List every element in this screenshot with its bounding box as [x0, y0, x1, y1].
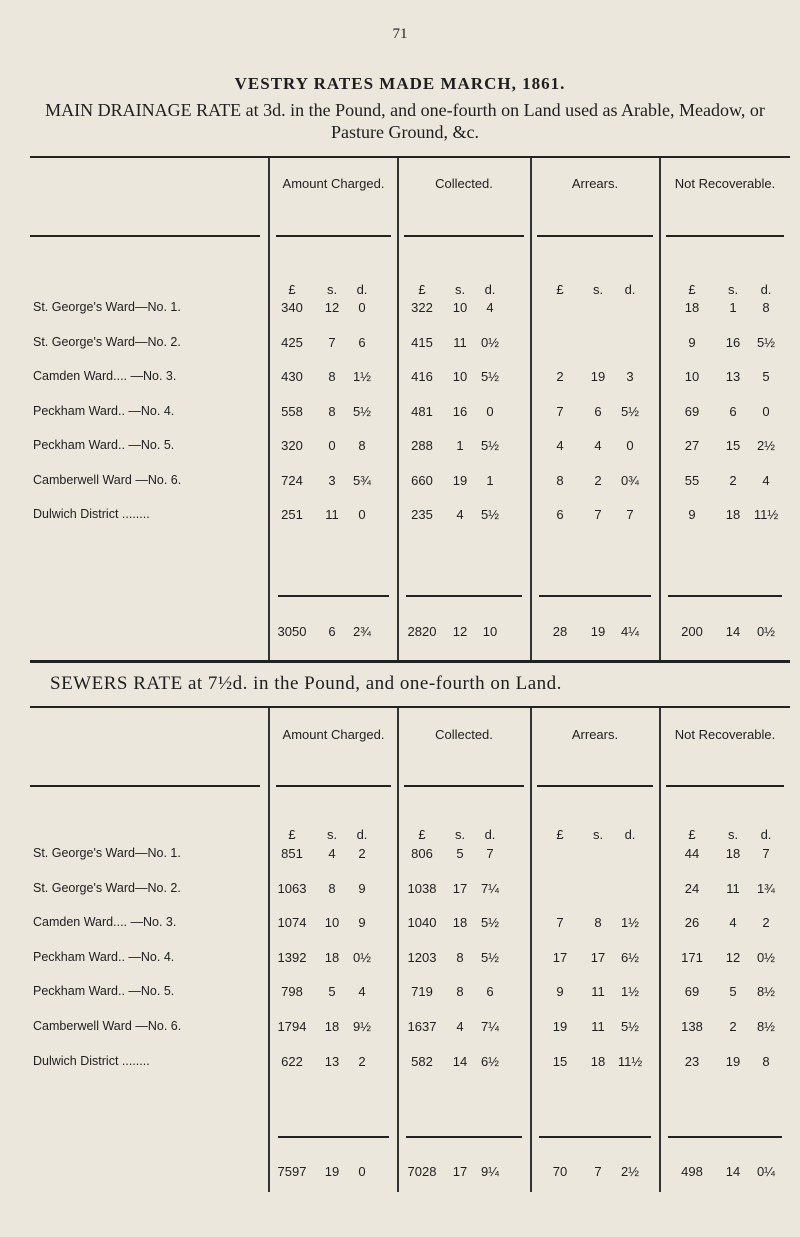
cell-collected: 415: [411, 334, 433, 350]
cell-charged: 1794: [277, 1019, 307, 1034]
unit-label: s.: [727, 827, 739, 842]
cell-arrears: 1½: [620, 984, 640, 1000]
header-underline: [404, 785, 524, 787]
cell-charged: 10: [324, 915, 340, 931]
cell-notrec: 5: [762, 369, 770, 384]
cell-charged: 11: [325, 507, 339, 522]
row-label: Peckham Ward.. —No. 5.: [33, 984, 175, 999]
cell-arrears: 17: [552, 949, 568, 965]
cell-notrec: 69: [684, 984, 700, 1000]
total-arrears: 2½: [620, 1164, 640, 1179]
cell-charged: 340: [281, 300, 303, 315]
total-collected: 9¼: [480, 1164, 500, 1179]
cell-arrears: 6½: [620, 949, 640, 965]
cell-notrec: 12: [725, 949, 741, 965]
cell-notrec: 5: [729, 984, 737, 1000]
cell-collected: 5½: [480, 369, 500, 384]
cell-charged: 0: [358, 507, 366, 522]
column-header-notrec: Not Recoverable.: [674, 176, 776, 191]
column-divider: [659, 158, 661, 662]
total-arrears: 19: [590, 624, 606, 639]
cell-arrears: 6: [556, 507, 564, 522]
cell-collected: 6½: [480, 1053, 500, 1069]
cell-notrec: 138: [681, 1019, 703, 1034]
cell-notrec: 19: [725, 1053, 741, 1069]
total-arrears: 4¼: [620, 624, 640, 639]
total-notrec: 200: [681, 624, 703, 639]
cell-charged: 622: [281, 1053, 303, 1069]
total-collected: 7028: [407, 1164, 437, 1179]
cell-arrears: 8: [594, 915, 602, 931]
cell-collected: 582: [411, 1053, 433, 1069]
cell-notrec: 8½: [756, 984, 776, 1000]
sewers-heading: SEWERS RATE at 7½d. in the Pound, and one-fourth on Land.: [50, 673, 562, 694]
total-rule: [278, 595, 389, 597]
cell-arrears: 6: [594, 403, 602, 419]
cell-collected: 806: [411, 846, 433, 861]
cell-collected: 416: [411, 369, 433, 384]
cell-arrears: 17: [590, 949, 606, 965]
header-underline: [537, 785, 653, 787]
cell-charged: 1074: [277, 915, 307, 931]
row-label: Peckham Ward.. —No. 4.: [33, 403, 175, 418]
unit-label: d.: [484, 282, 496, 297]
cell-charged: 5¾: [352, 472, 372, 488]
cell-notrec: 0½: [756, 949, 776, 965]
cell-collected: 10: [452, 369, 468, 384]
total-collected: 12: [452, 624, 468, 639]
cell-charged: 4: [358, 984, 366, 1000]
cell-notrec: 10: [684, 369, 700, 384]
cell-charged: 8: [328, 369, 336, 384]
cell-arrears: 2: [556, 369, 564, 384]
cell-collected: 7¼: [480, 1019, 500, 1034]
total-arrears: 7: [594, 1164, 602, 1179]
cell-notrec: 2: [729, 472, 737, 488]
cell-charged: 2: [358, 1053, 366, 1069]
cell-charged: 9½: [352, 1019, 372, 1034]
cell-charged: 18: [324, 949, 340, 965]
cell-charged: 13: [324, 1053, 340, 1069]
unit-label: s.: [326, 827, 338, 842]
cell-arrears: 8: [556, 472, 564, 488]
total-charged: 0: [358, 1164, 366, 1179]
cell-charged: 798: [281, 984, 303, 1000]
cell-charged: 5: [328, 984, 336, 1000]
cell-charged: 425: [281, 334, 303, 350]
row-label: St. George's Ward—No. 2.: [33, 334, 181, 349]
cell-charged: 8: [358, 438, 366, 453]
unit-label: d.: [624, 827, 636, 842]
cell-charged: 8: [328, 403, 336, 419]
row-label: Dulwich District ........: [33, 1053, 150, 1068]
total-rule: [278, 1136, 389, 1138]
cell-notrec: 1: [729, 300, 737, 315]
cell-collected: 16: [452, 403, 468, 419]
column-header-arrears: Arrears.: [571, 727, 619, 742]
column-divider: [530, 708, 532, 1192]
cell-notrec: 11: [726, 880, 740, 896]
cell-collected: 14: [452, 1053, 468, 1069]
cell-notrec: 0: [762, 403, 770, 419]
bottom-rule: [30, 660, 790, 663]
row-label: Peckham Ward.. —No. 5.: [33, 438, 175, 452]
cell-collected: 322: [411, 300, 433, 315]
unit-label: s.: [592, 827, 604, 842]
cell-collected: 7¼: [480, 880, 500, 896]
cell-collected: 1040: [407, 915, 437, 931]
cell-arrears: 3: [626, 369, 634, 384]
cell-arrears: 18: [590, 1053, 606, 1069]
cell-notrec: 15: [725, 438, 741, 453]
header-underline: [666, 235, 784, 237]
cell-charged: 430: [281, 369, 303, 384]
total-notrec: 14: [725, 1164, 741, 1179]
cell-arrears: 4: [594, 438, 602, 453]
cell-charged: 0: [328, 438, 336, 453]
row-label: Camden Ward.... —No. 3.: [33, 369, 177, 383]
label-underline: [30, 785, 260, 787]
total-collected: 2820: [407, 624, 437, 639]
total-rule: [668, 1136, 782, 1138]
cell-arrears: 0¾: [620, 472, 640, 488]
cell-notrec: 13: [725, 369, 741, 384]
cell-collected: 7: [486, 846, 494, 861]
total-rule: [668, 595, 782, 597]
cell-charged: 7: [328, 334, 336, 350]
cell-notrec: 2½: [756, 438, 776, 453]
main-drainage-heading: MAIN DRAINAGE RATE at 3d. in the Pound, and one-fourth on Land used as Arable, Meadow, or Pasture Ground, &c.: [45, 100, 765, 142]
cell-collected: 5½: [480, 915, 500, 931]
cell-charged: 9: [358, 915, 366, 931]
cell-collected: 6: [486, 984, 494, 1000]
total-rule: [406, 1136, 522, 1138]
cell-arrears: 5½: [620, 1019, 640, 1034]
cell-charged: 851: [281, 846, 303, 861]
unit-label: £: [288, 282, 296, 297]
cell-charged: 18: [324, 1019, 340, 1034]
page-number: 71: [392, 26, 408, 42]
label-underline: [30, 235, 260, 237]
cell-collected: 4: [456, 507, 464, 522]
cell-notrec: 16: [725, 334, 741, 350]
cell-collected: 4: [456, 1019, 464, 1034]
cell-notrec: 2: [762, 915, 770, 931]
cell-collected: 481: [411, 403, 433, 419]
cell-notrec: 11½: [753, 507, 779, 522]
cell-charged: 8: [328, 880, 336, 896]
cell-arrears: 5½: [620, 403, 640, 419]
cell-notrec: 171: [681, 949, 703, 965]
cell-arrears: 7: [626, 507, 634, 522]
cell-notrec: 18: [684, 300, 700, 315]
unit-label: £: [688, 827, 696, 842]
cell-collected: 10: [452, 300, 468, 315]
cell-arrears: 11: [591, 1019, 605, 1034]
header-underline: [276, 785, 391, 787]
cell-charged: 0½: [352, 949, 372, 965]
cell-arrears: 15: [552, 1053, 568, 1069]
total-charged: 19: [324, 1164, 340, 1179]
cell-collected: 1203: [407, 949, 437, 965]
cell-collected: 660: [411, 472, 433, 488]
cell-notrec: 8: [762, 1053, 770, 1069]
cell-collected: 5½: [480, 507, 500, 522]
total-collected: 10: [482, 624, 498, 639]
column-divider: [659, 708, 661, 1192]
cell-notrec: 69: [684, 403, 700, 419]
cell-arrears: 0: [626, 438, 634, 453]
cell-arrears: 11½: [617, 1053, 643, 1069]
cell-collected: 5½: [480, 438, 500, 453]
unit-label: d.: [760, 282, 772, 297]
unit-label: d.: [760, 827, 772, 842]
cell-notrec: 18: [725, 507, 741, 522]
cell-arrears: 7: [556, 403, 564, 419]
cell-charged: 4: [328, 846, 336, 861]
cell-charged: 1392: [277, 949, 307, 965]
unit-label: d.: [624, 282, 636, 297]
row-label: Peckham Ward.. —No. 4.: [33, 949, 175, 964]
cell-collected: 1637: [407, 1019, 437, 1034]
cell-charged: 251: [281, 507, 303, 522]
unit-label: s.: [454, 827, 466, 842]
cell-charged: 6: [358, 334, 366, 350]
unit-label: s.: [454, 282, 466, 297]
cell-notrec: 9: [688, 507, 696, 522]
column-header-arrears: Arrears.: [571, 176, 619, 191]
unit-label: £: [418, 827, 426, 842]
unit-label: s.: [326, 282, 338, 297]
cell-notrec: 7: [762, 846, 770, 861]
cell-notrec: 6: [729, 403, 737, 419]
header-underline: [537, 235, 653, 237]
unit-label: s.: [727, 282, 739, 297]
total-notrec: 498: [681, 1164, 703, 1179]
cell-arrears: 2: [594, 472, 602, 488]
total-charged: 3050: [277, 624, 307, 639]
cell-arrears: 4: [556, 438, 564, 453]
cell-collected: 11: [453, 334, 467, 350]
cell-collected: 4: [486, 300, 494, 315]
cell-notrec: 4: [729, 915, 737, 931]
cell-collected: 1038: [407, 880, 437, 896]
total-rule: [539, 1136, 651, 1138]
cell-notrec: 55: [684, 472, 700, 488]
row-label: St. George's Ward—No. 1.: [33, 846, 181, 860]
row-label: Dulwich District ........: [33, 507, 150, 521]
cell-collected: 8: [456, 949, 464, 965]
row-label: Camden Ward.... —No. 3.: [33, 915, 177, 930]
column-header-collected: Collected.: [435, 176, 493, 191]
cell-charged: 724: [281, 472, 303, 488]
cell-notrec: 8: [762, 300, 770, 315]
cell-arrears: 7: [556, 915, 564, 931]
cell-notrec: 24: [684, 880, 700, 896]
total-charged: 7597: [277, 1164, 307, 1179]
cell-charged: 1063: [277, 880, 307, 896]
top-rule: [30, 156, 790, 158]
cell-notrec: 2: [729, 1019, 737, 1034]
header-underline: [276, 235, 391, 237]
unit-label: £: [556, 827, 564, 842]
cell-collected: 288: [411, 438, 433, 453]
cell-notrec: 23: [684, 1053, 700, 1069]
total-notrec: 0¼: [756, 1164, 776, 1179]
column-divider: [268, 708, 270, 1192]
column-divider: [530, 158, 532, 662]
cell-arrears: 9: [556, 984, 564, 1000]
total-charged: 6: [328, 624, 336, 639]
row-label: Camberwell Ward —No. 6.: [33, 472, 182, 487]
cell-charged: 3: [328, 472, 336, 488]
column-divider: [397, 708, 399, 1192]
column-header-collected: Collected.: [435, 727, 493, 742]
row-label: St. George's Ward—No. 2.: [33, 880, 181, 895]
unit-label: £: [688, 282, 696, 297]
cell-charged: 2: [358, 846, 366, 861]
cell-collected: 1: [486, 472, 494, 488]
unit-label: d.: [484, 827, 496, 842]
total-notrec: 14: [725, 624, 741, 639]
cell-collected: 719: [411, 984, 433, 1000]
column-header-charged: Amount Charged.: [282, 176, 385, 191]
unit-label: d.: [356, 827, 368, 842]
cell-arrears: 7: [594, 507, 602, 522]
cell-collected: 5: [456, 846, 464, 861]
cell-notrec: 4: [762, 472, 770, 488]
column-header-notrec: Not Recoverable.: [674, 727, 776, 742]
unit-label: s.: [592, 282, 604, 297]
total-arrears: 70: [552, 1164, 568, 1179]
cell-collected: 5½: [480, 949, 500, 965]
cell-charged: 558: [281, 403, 303, 419]
cell-notrec: 18: [725, 846, 741, 861]
total-charged: 2¾: [352, 624, 372, 639]
column-divider: [397, 158, 399, 662]
unit-label: £: [556, 282, 564, 297]
cell-collected: 0½: [480, 334, 500, 350]
cell-charged: 320: [281, 438, 303, 453]
cell-collected: 17: [452, 880, 468, 896]
cell-collected: 8: [456, 984, 464, 1000]
header-underline: [666, 785, 784, 787]
cell-notrec: 27: [684, 438, 700, 453]
cell-collected: 19: [452, 472, 468, 488]
cell-charged: 5½: [352, 403, 372, 419]
unit-label: £: [288, 827, 296, 842]
row-label: Camberwell Ward —No. 6.: [33, 1019, 182, 1033]
cell-arrears: 1½: [620, 915, 640, 931]
row-label: St. George's Ward—No. 1.: [33, 300, 181, 314]
header-underline: [404, 235, 524, 237]
cell-charged: 9: [358, 880, 366, 896]
unit-label: £: [418, 282, 426, 297]
top-rule: [30, 706, 790, 708]
cell-notrec: 1¾: [756, 880, 776, 896]
cell-collected: 235: [411, 507, 433, 522]
cell-charged: 0: [358, 300, 366, 315]
cell-arrears: 19: [552, 1019, 568, 1034]
cell-charged: 12: [324, 300, 340, 315]
column-divider: [268, 158, 270, 662]
cell-collected: 1: [456, 438, 464, 453]
page-title: VESTRY RATES MADE MARCH, 1861.: [234, 74, 566, 93]
unit-label: d.: [356, 282, 368, 297]
cell-arrears: 19: [590, 369, 606, 384]
cell-notrec: 5½: [756, 334, 776, 350]
cell-notrec: 9: [688, 334, 696, 350]
total-rule: [406, 595, 522, 597]
total-collected: 17: [452, 1164, 468, 1179]
cell-notrec: 8½: [756, 1019, 776, 1034]
total-notrec: 0½: [756, 624, 776, 639]
column-header-charged: Amount Charged.: [282, 727, 385, 742]
cell-collected: 0: [486, 403, 494, 419]
cell-arrears: 11: [591, 984, 605, 1000]
cell-collected: 18: [452, 915, 468, 931]
cell-notrec: 26: [684, 915, 700, 931]
cell-charged: 1½: [352, 369, 372, 384]
total-arrears: 28: [552, 624, 568, 639]
cell-notrec: 44: [684, 846, 700, 861]
total-rule: [539, 595, 651, 597]
